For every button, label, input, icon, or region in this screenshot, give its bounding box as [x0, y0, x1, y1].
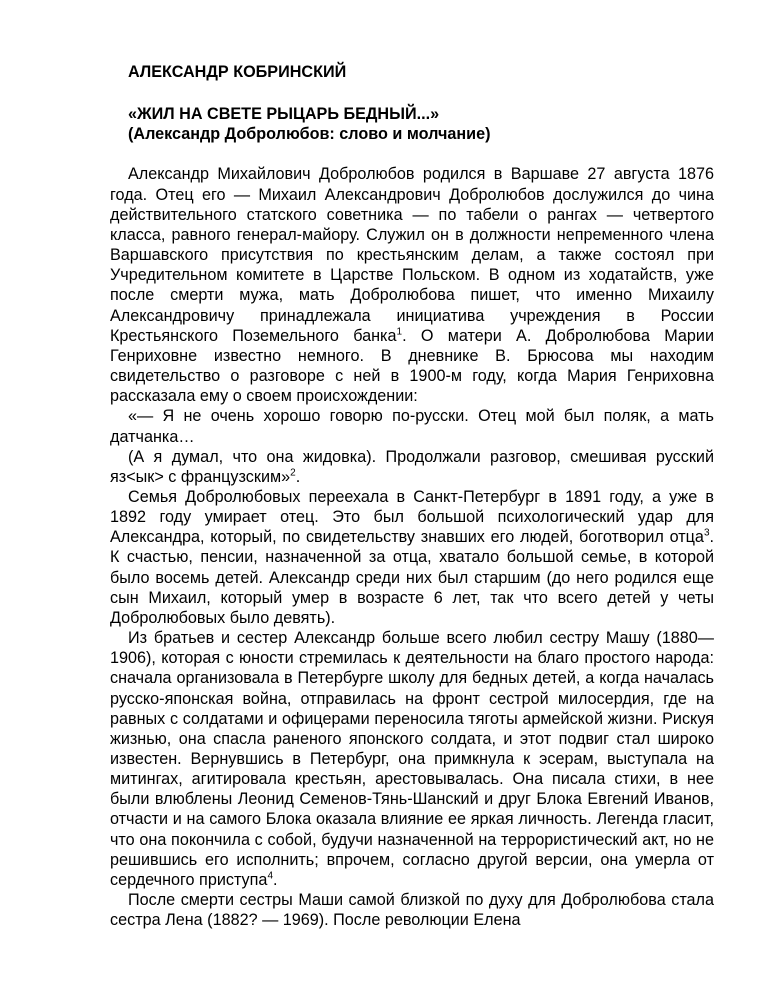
paragraph-2 — [110, 487, 714, 628]
paragraph-4: После смерти сестры Маши самой близкой по духу для Добролюбова стала сестра Лена (1882? — 1969). После революции Елена — [110, 891, 714, 930]
footnote-ref-4: 4 — [267, 870, 273, 882]
quote-line-1: «— Я не очень хорошо говорю по-русски. Отец мой был поляк, а мать датчанка… — [110, 407, 714, 446]
article-title — [128, 104, 714, 144]
footnote-ref-3: 3 — [703, 527, 710, 539]
quote-text: (А я думал, что она жидовка). Продолжали разговор, смешивая русский яз<ык> с французским» — [110, 447, 714, 486]
paragraph-text: Семья Добролюбовых переехала в Санкт-Петербург в 1891 году, а уже в 1892 году умирает отец. Это был большой психологический удар для Александра, который, по свидетельству знавших его людей, боготворил отца — [110, 487, 714, 547]
footnote-ref-2: 2 — [290, 467, 296, 479]
subtitle-line: (Александр Добролюбов: слово и молчание) — [128, 125, 491, 144]
author-name: АЛЕКСАНДР КОБРИНСКИЙ — [128, 63, 347, 81]
footnote-ref-1: 1 — [396, 326, 403, 338]
paragraph-text: . — [273, 870, 278, 889]
title-line: «ЖИЛ НА СВЕТЕ РЫЦАРЬ БЕДНЫЙ...» — [128, 105, 440, 124]
paragraph-text: Из братьев и сестер Александр больше всего любил сестру Машу (1880—1906), которая с юности стремилась к деятельности на благо простого народа: сначала организовала в Петербурге школу для бедных детей, а когда началась русско-японская война, отправилась на фронт сестрой милосердия, где на равных с солдатами и офицерами переносила тяготы армейской жизни. Рискуя жизнью, она спасла раненого японского солдата, и этот подвиг стал широко известен. Вернувшись в Петербург, она примкнула к эсерам, выступала на митингах, агитировала крестьян, арестовывалась. Она писала стихи, в нее были влюблены Леонид Семенов-Тянь-Шанский и друг Блока Евгений Иванов, отчасти и на самого Блока оказала влияние ее яркая личность. Легенда гласит, что она покончила с собой, будучи назначенной на террористический акт, но не решившись его исполнить; впрочем, согласно другой версии, она умерла от сердечного приступа — [110, 629, 714, 889]
quote-text: . — [295, 467, 301, 486]
paragraph-text: Александр Михайлович Добролюбов родился в Варшаве 27 августа 1876 года. Отец его — Михаил Александрович Добролюбов дослужился до чина действительного статского советника — по табели о рангах — четвертого класса, равного генерал-майору. Служил он в должности непременного члена Варшавского присутствия по крестьянским делам, а также состоял при Учредительном комитете в Царстве Польском. В одном из ходатайств, уже после смерти мужа, мать Добролюбова пишет, что именно Михаилу Александровичу принадлежала инициатива учреждения в России Крестьянского Поземельного банка — [110, 165, 714, 345]
paragraph-1 — [110, 164, 714, 406]
document-page — [110, 62, 714, 930]
paragraph-text: . К счастью, пенсии, назначенной за отца, хватало большой семье, в которой было восемь детей. Александр среди них был старшим (до него родился еще сын Михаил, который умер в возрасте 6 лет, так что всего детей у четы Добролюбовых было девять). — [110, 528, 714, 627]
paragraph-text: . О матери А. Добролюбова Марии Генриховне известно немного. В дневнике В. Брюсова мы находим свидетельство о разговоре с ней в 1900-м году, когда Мария Генриховна рассказала ему о своем происхождении: — [110, 326, 714, 406]
paragraph-3 — [110, 628, 714, 890]
quote-line-2 — [110, 447, 714, 487]
